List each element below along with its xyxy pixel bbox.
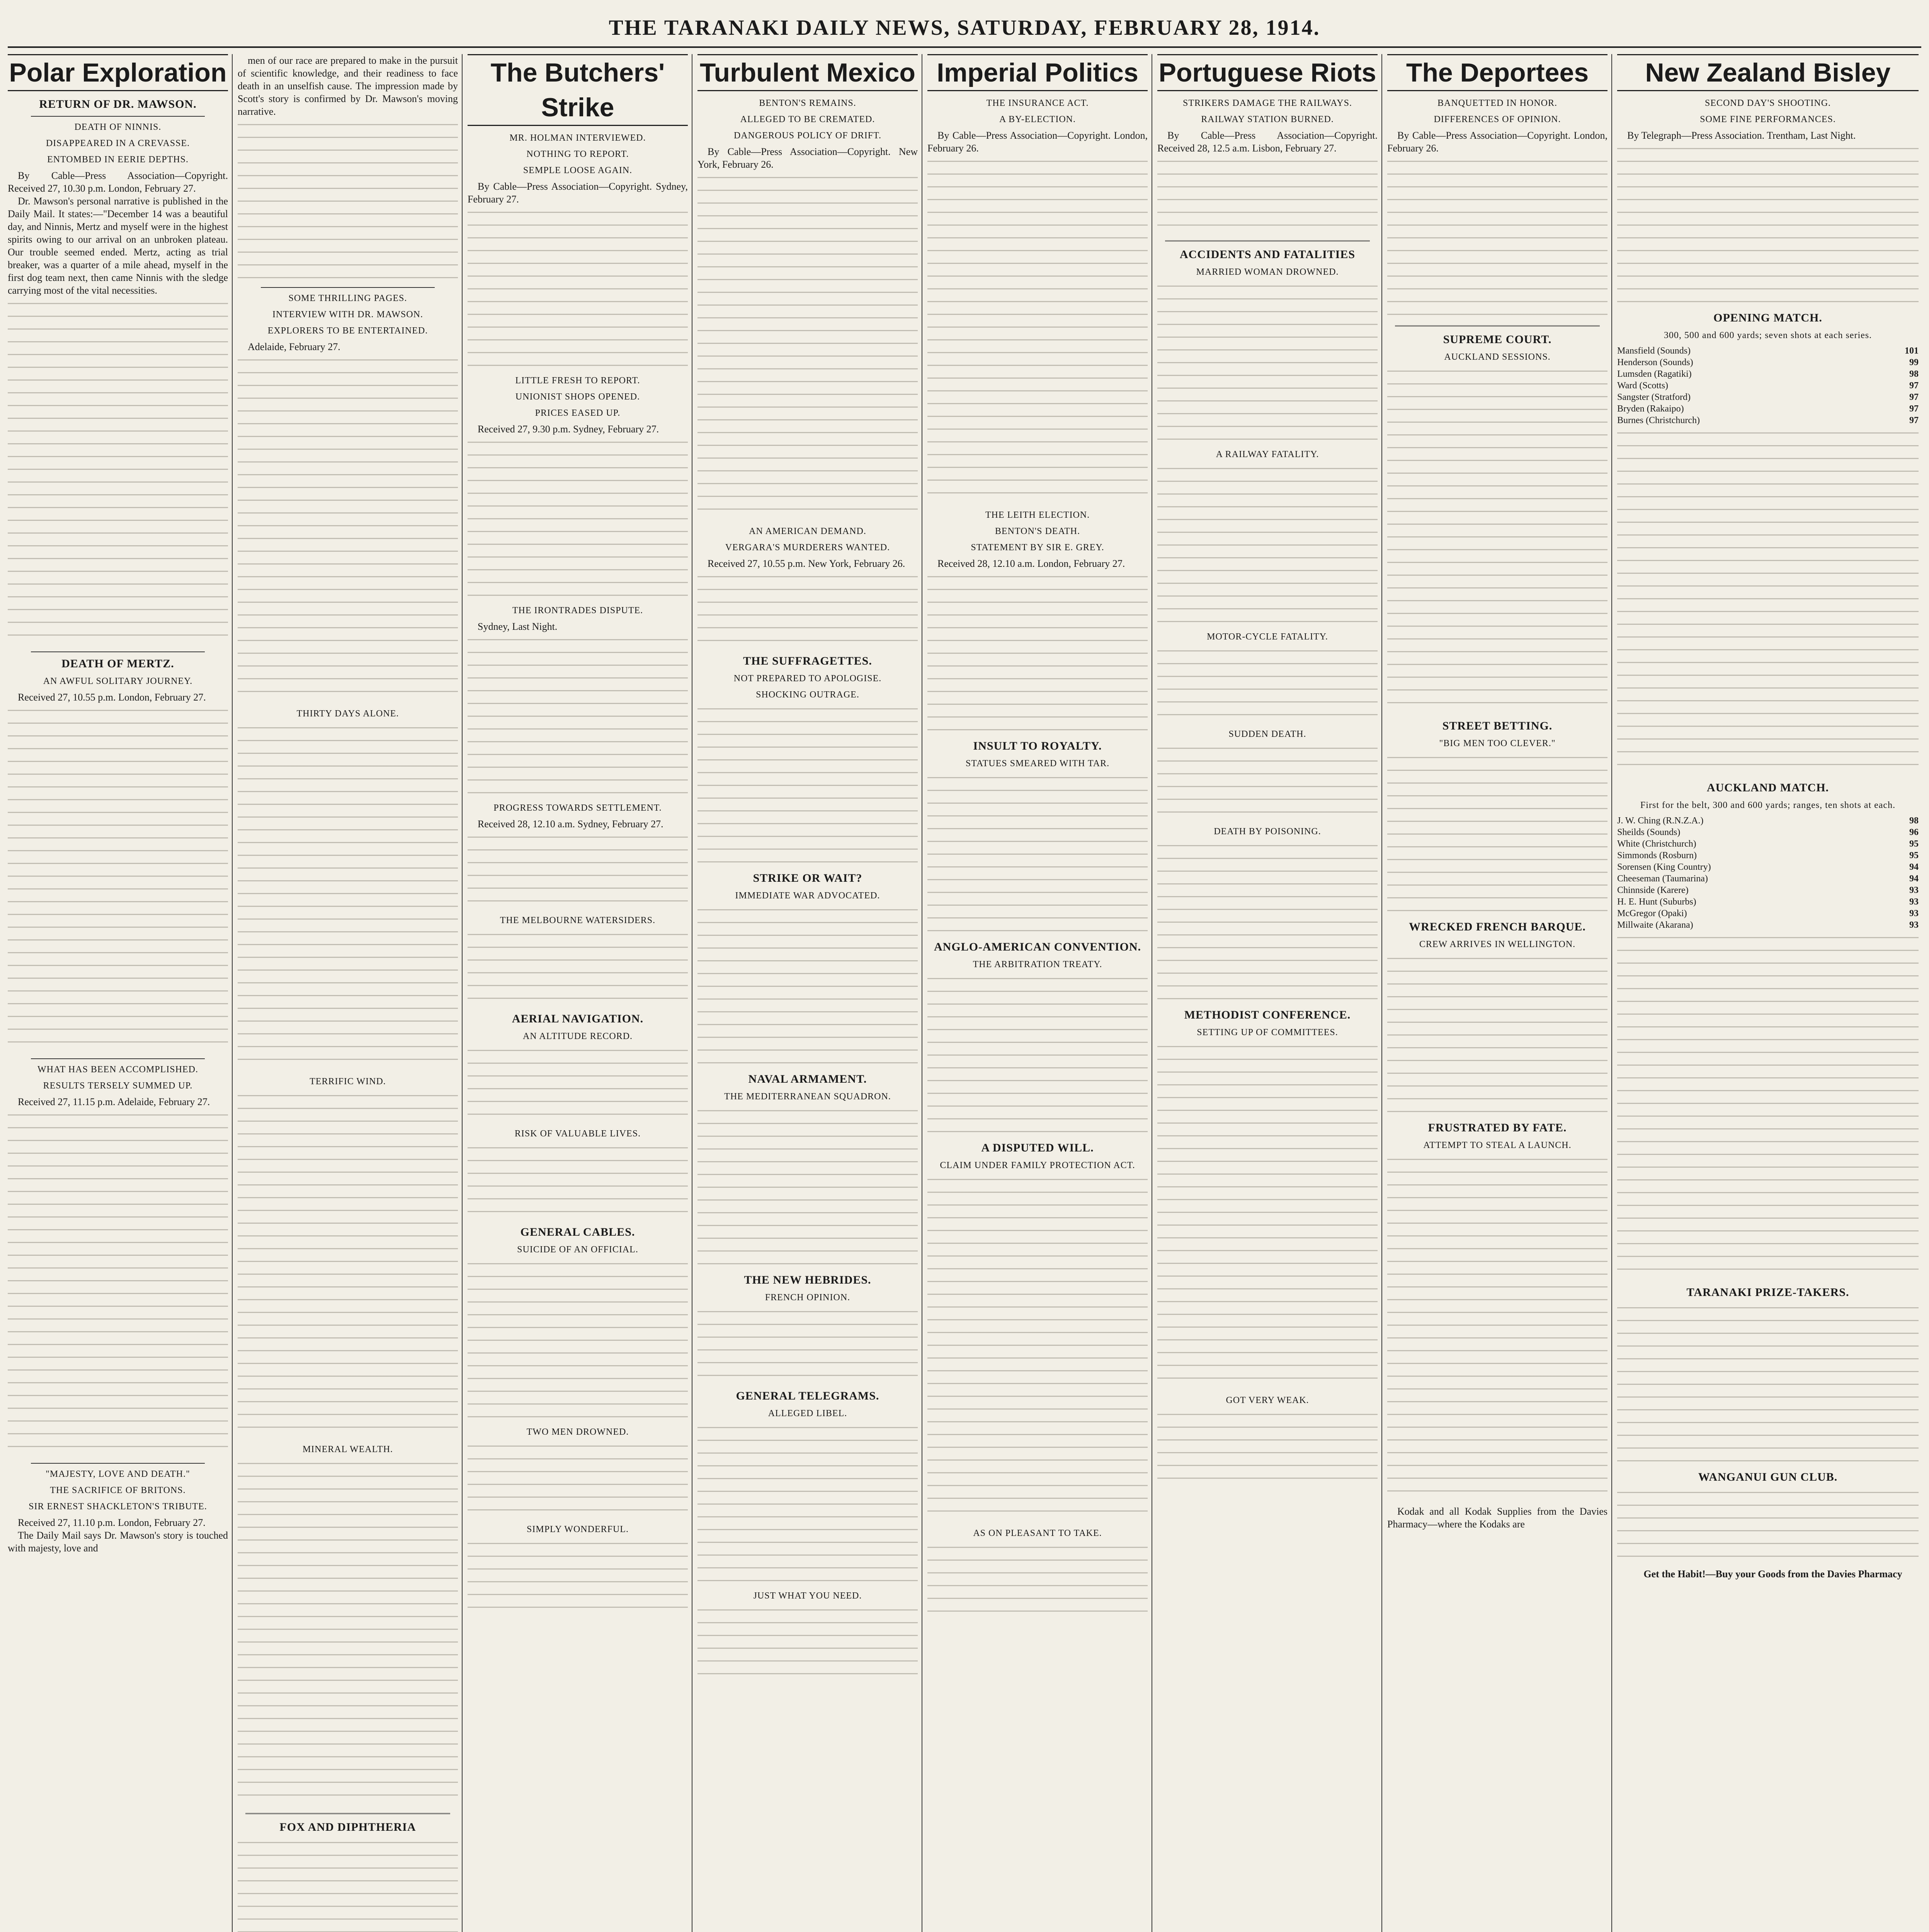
dateline: By Cable—Press Association—Copyright. Received 27, 10.30 p.m. London, February 27. <box>8 170 228 194</box>
article-body <box>8 706 228 1054</box>
subhead: FOX AND DIPHTHERIA <box>279 1821 416 1833</box>
subhead: THE SACRIFICE OF BRITONS. <box>50 1485 186 1495</box>
subhead: DEATH OF NINNIS. <box>74 122 162 132</box>
article-body <box>697 572 918 650</box>
subhead: MINERAL WEALTH. <box>302 1444 393 1454</box>
subhead: SOME FINE PERFORMANCES. <box>1700 114 1836 124</box>
subhead: SUDDEN DEATH. <box>1228 729 1306 739</box>
article-body <box>927 572 1148 735</box>
subhead: SUICIDE OF AN OFFICIAL. <box>517 1245 638 1255</box>
subhead: THE NEW HEBRIDES. <box>744 1274 871 1286</box>
article-body <box>238 120 458 282</box>
score: 93 <box>1909 897 1919 907</box>
subhead: STREET BETTING. <box>1442 719 1553 732</box>
article-body <box>697 1106 918 1269</box>
column-rule <box>462 54 463 1932</box>
article-body <box>927 157 1148 505</box>
dateline: By Cable—Press Association—Copyright. London, February 26. <box>927 130 1148 154</box>
score: 95 <box>1909 850 1919 861</box>
subhead: BANQUETTED IN HONOR. <box>1437 98 1557 108</box>
competitor: Millwaite (Akarana) <box>1617 920 1693 930</box>
score-row <box>1617 838 1919 850</box>
subhead: SIR ERNEST SHACKLETON'S TRIBUTE. <box>29 1502 207 1512</box>
article-body <box>697 1605 918 1683</box>
article-body <box>1157 744 1378 821</box>
subhead: STRIKERS DAMAGE THE RAILWAYS. <box>1183 98 1352 108</box>
subhead: STRIKE OR WAIT? <box>753 872 862 884</box>
article-tail: The Daily Mail says Dr. Mawson's story is touched with majesty, love and <box>8 1530 228 1554</box>
subhead: RISK OF VALUABLE LIVES. <box>514 1129 641 1139</box>
subhead: First for the belt, 300 and 600 yards; ranges, ten shots at each. <box>1640 800 1896 810</box>
article-body <box>468 635 688 798</box>
article-body <box>468 1442 688 1519</box>
headline-butchers-strike: The Butchers' Strike <box>468 54 688 126</box>
subhead: THE ARBITRATION TREATY. <box>973 959 1102 969</box>
headline-turbulent-mexico: Turbulent Mexico <box>697 54 918 91</box>
column-deportees <box>1387 54 1608 1932</box>
subhead: 300, 500 and 600 yards; seven shots at each series. <box>1664 330 1872 340</box>
score: 94 <box>1909 862 1919 872</box>
subhead: SOME THRILLING PAGES. <box>288 293 407 303</box>
subhead: AUCKLAND SESSIONS. <box>1444 352 1551 362</box>
score: 98 <box>1909 369 1919 379</box>
column-rule <box>1611 54 1612 1932</box>
competitor: Cheeseman (Taumarina) <box>1617 874 1708 884</box>
subhead: RETURN OF DR. MAWSON. <box>39 98 197 111</box>
competitor: Burnes (Christchurch) <box>1617 415 1700 425</box>
subhead: DANGEROUS POLICY OF DRIFT. <box>733 131 882 141</box>
article-body <box>1157 282 1378 444</box>
article-lead: men of our race are prepared to make in the pursuit of scientific knowledge, and their readiness to face death in an unselfish cause. The impression made by Scott's story is confirmed by Dr. Mawson's moving narrative. <box>238 55 458 117</box>
subhead: NOT PREPARED TO APOLOGISE. <box>733 673 882 684</box>
score-row <box>1617 850 1919 861</box>
competitor: Bryden (Rakaipo) <box>1617 404 1684 414</box>
score-list-opening-match <box>1617 345 1919 426</box>
article-body <box>8 1111 228 1458</box>
subhead: THE IRONTRADES DISPUTE. <box>512 605 643 616</box>
competitor: J. W. Ching (R.N.Z.A.) <box>1617 816 1704 826</box>
subhead: MOTOR-CYCLE FATALITY. <box>1207 632 1328 642</box>
article-body <box>927 773 1148 935</box>
article-body <box>1617 144 1919 306</box>
article-body <box>697 704 918 867</box>
article-body <box>238 1459 458 1807</box>
advertisement-kodak: Kodak and all Kodak Supplies from the Davies Pharmacy—where the Kodaks are <box>1387 1506 1608 1530</box>
competitor: Chinnside (Karere) <box>1617 885 1689 895</box>
subhead: INTERVIEW WITH DR. MAWSON. <box>272 310 423 320</box>
article-body <box>1157 1410 1378 1487</box>
column-imperial-politics <box>927 54 1148 1932</box>
article-body <box>468 1539 688 1616</box>
masthead: THE TARANAKI DAILY NEWS, SATURDAY, FEBRUARY 28, 1914. <box>609 16 1320 40</box>
subhead: SECOND DAY'S SHOOTING. <box>1704 98 1831 108</box>
subhead: AERIAL NAVIGATION. <box>512 1012 644 1025</box>
score-row <box>1617 380 1919 391</box>
article-body <box>1387 157 1608 319</box>
subhead: MARRIED WOMAN DROWNED. <box>1196 267 1339 277</box>
subhead: FRUSTRATED BY FATE. <box>1428 1121 1567 1134</box>
article-body <box>1387 954 1608 1116</box>
column-turbulent-mexico <box>697 54 918 1932</box>
dateline: Received 28, 12.10 a.m. London, February 27. <box>937 558 1125 569</box>
subhead: THE INSURANCE ACT. <box>986 98 1089 108</box>
score-row <box>1617 345 1919 357</box>
divider <box>245 1813 450 1814</box>
article-body <box>1387 367 1608 714</box>
score: 93 <box>1909 908 1919 918</box>
subhead: TARANAKI PRIZE-TAKERS. <box>1686 1286 1849 1299</box>
dateline: By Cable—Press Association—Copyright. Sydney, February 27. <box>468 181 688 205</box>
dateline: By Cable—Press Association—Copyright. New York, February 26. <box>697 146 918 170</box>
subhead: IMMEDIATE WAR ADVOCATED. <box>735 891 880 901</box>
headline-portuguese-riots: Portuguese Riots <box>1157 54 1378 91</box>
subhead: BENTON'S DEATH. <box>995 526 1080 536</box>
article-body <box>1157 157 1378 234</box>
subhead: AUCKLAND MATCH. <box>1706 781 1829 794</box>
score-row <box>1617 908 1919 919</box>
subhead: WRECKED FRENCH BARQUE. <box>1409 920 1586 933</box>
competitor: McGregor (Opaki) <box>1617 908 1687 918</box>
dateline: Received 27, 9.30 p.m. Sydney, February 27. <box>478 423 659 435</box>
competitor: H. E. Hunt (Suburbs) <box>1617 897 1696 907</box>
competitor: Sorensen (King Country) <box>1617 862 1711 872</box>
subhead: PRICES EASED UP. <box>535 408 621 418</box>
article-body <box>468 1259 688 1422</box>
article-body <box>697 905 918 1068</box>
score: 98 <box>1909 816 1919 826</box>
article-body <box>8 299 228 647</box>
subhead: SETTING UP OF COMMITTEES. <box>1197 1027 1338 1037</box>
subhead: "BIG MEN TOO CLEVER." <box>1439 738 1556 748</box>
subhead: GENERAL TELEGRAMS. <box>736 1389 879 1402</box>
score: 95 <box>1909 839 1919 849</box>
article-body <box>927 1175 1148 1523</box>
subhead: FRENCH OPINION. <box>765 1293 851 1303</box>
article-body <box>1617 1488 1919 1565</box>
dateline: By Telegraph—Press Association. Trentham, Last Night. <box>1627 130 1856 141</box>
article-body <box>238 1091 458 1439</box>
divider <box>31 1463 205 1464</box>
score-row <box>1617 368 1919 380</box>
subhead: A DISPUTED WILL. <box>981 1141 1094 1154</box>
advertisement-davies-pharmacy: Get the Habit!—Buy your Goods from the Davies Pharmacy <box>1643 1568 1902 1580</box>
article-body <box>238 355 458 703</box>
subhead: DISAPPEARED IN A CREVASSE. <box>46 138 190 148</box>
subhead: CLAIM UNDER FAMILY PROTECTION ACT. <box>940 1160 1135 1170</box>
subhead: JUST WHAT YOU NEED. <box>753 1591 862 1601</box>
subhead: PROGRESS TOWARDS SETTLEMENT. <box>493 803 662 813</box>
subhead: EXPLORERS TO BE ENTERTAINED. <box>267 326 428 336</box>
subhead: CREW ARRIVES IN WELLINGTON. <box>1419 939 1576 949</box>
article-body <box>1617 1303 1919 1466</box>
divider <box>1395 325 1600 327</box>
subhead: AN AWFUL SOLITARY JOURNEY. <box>43 676 193 686</box>
subhead: THIRTY DAYS ALONE. <box>296 709 399 719</box>
competitor: Lumsden (Ragatiki) <box>1617 369 1692 379</box>
article-body <box>468 1143 688 1221</box>
column-polar-exploration <box>8 54 228 1932</box>
subhead: GOT VERY WEAK. <box>1226 1395 1309 1405</box>
column-rule <box>232 54 233 1932</box>
subhead: RAILWAY STATION BURNED. <box>1201 114 1334 124</box>
subhead: AS ON PLEASANT TO TAKE. <box>973 1528 1102 1538</box>
subhead: UNIONIST SHOPS OPENED. <box>515 392 640 402</box>
article-body <box>468 833 688 910</box>
column-butchers-strike <box>468 54 688 1932</box>
score: 93 <box>1909 920 1919 930</box>
subhead: DEATH BY POISONING. <box>1214 827 1321 837</box>
dateline: By Cable—Press Association—Copyright. Received 28, 12.5 a.m. Lisbon, February 27. <box>1157 130 1378 154</box>
subhead: WHAT HAS BEEN ACCOMPLISHED. <box>37 1065 198 1075</box>
score-row <box>1617 391 1919 403</box>
dateline: Received 27, 11.10 p.m. London, February 27. <box>18 1517 206 1528</box>
subhead: THE LEITH ELECTION. <box>985 510 1090 520</box>
competitor: Ward (Scotts) <box>1617 381 1669 391</box>
score: 96 <box>1909 827 1919 837</box>
column-rule <box>1381 54 1382 1932</box>
score-row <box>1617 403 1919 415</box>
subhead: NOTHING TO REPORT. <box>526 149 629 159</box>
article-body <box>927 974 1148 1136</box>
subhead: OPENING MATCH. <box>1713 311 1822 324</box>
score-row <box>1617 815 1919 827</box>
score: 97 <box>1909 381 1919 391</box>
article-body <box>1157 646 1378 724</box>
score: 101 <box>1905 346 1919 356</box>
score-row <box>1617 919 1919 931</box>
article-body <box>468 438 688 600</box>
article-body <box>1157 1042 1378 1390</box>
subhead: A RAILWAY FATALITY. <box>1216 449 1319 459</box>
subhead: INSULT TO ROYALTY. <box>973 740 1102 752</box>
divider <box>261 287 435 288</box>
subhead: THE MEDITERRANEAN SQUADRON. <box>724 1092 891 1102</box>
score-row <box>1617 861 1919 873</box>
dateline: Sydney, Last Night. <box>478 621 558 632</box>
article-body <box>697 1307 918 1384</box>
score-row <box>1617 415 1919 426</box>
article-lead: Dr. Mawson's personal narrative is published in the Daily Mail. It states:—"December 14 was a beautiful day, and Ninnis, Mertz and myself were in the highest spirits owing to our arrival on an unbroken plateau. Our trouble seemed ended. Mertz, acting as trial breaker, was a quarter of a mile ahead, myself in the first dog team next, then came Ninnis with the sledge carrying most of the vital necessities. <box>8 196 228 296</box>
article-body <box>238 1838 458 1932</box>
score-row <box>1617 884 1919 896</box>
subhead: A BY-ELECTION. <box>999 114 1076 124</box>
subhead: METHODIST CONFERENCE. <box>1184 1009 1351 1021</box>
column-polar-continued <box>238 54 458 1932</box>
article-body <box>1617 429 1919 776</box>
subhead: ANGLO-AMERICAN CONVENTION. <box>934 940 1141 953</box>
divider <box>31 1058 205 1059</box>
subhead: WANGANUI GUN CLUB. <box>1698 1471 1838 1483</box>
article-body <box>1387 1155 1608 1503</box>
subhead: NAVAL ARMAMENT. <box>748 1073 867 1085</box>
headline-polar-exploration: Polar Exploration <box>8 54 228 91</box>
article-body <box>1157 464 1378 626</box>
masthead-rule <box>8 46 1921 48</box>
score: 99 <box>1909 357 1919 367</box>
article-body <box>1157 841 1378 1003</box>
dateline: By Cable—Press Association—Copyright. London, February 26. <box>1387 130 1608 154</box>
divider <box>1165 240 1370 242</box>
article-body <box>468 1046 688 1123</box>
subhead: RESULTS TERSELY SUMMED UP. <box>43 1081 193 1091</box>
column-nz-bisley <box>1617 54 1919 1932</box>
article-body <box>927 1543 1148 1620</box>
article-body <box>1617 933 1919 1281</box>
article-body <box>468 930 688 1007</box>
subhead: TERRIFIC WIND. <box>310 1077 386 1087</box>
subhead: ATTEMPT TO STEAL A LAUNCH. <box>1423 1140 1572 1150</box>
dateline: Received 27, 10.55 p.m. London, February 27. <box>18 692 206 703</box>
subhead: DIFFERENCES OF OPINION. <box>1434 114 1561 124</box>
dateline: Adelaide, February 27. <box>248 341 340 352</box>
headline-deportees: The Deportees <box>1387 54 1608 91</box>
divider <box>31 116 205 117</box>
subhead: STATEMENT BY SIR E. GREY. <box>971 543 1104 553</box>
subhead: ALLEGED LIBEL. <box>768 1408 847 1418</box>
score: 97 <box>1909 392 1919 402</box>
competitor: White (Christchurch) <box>1617 839 1696 849</box>
competitor: Sangster (Stratford) <box>1617 392 1691 402</box>
score-row <box>1617 827 1919 838</box>
score: 93 <box>1909 885 1919 895</box>
headline-nz-bisley: New Zealand Bisley <box>1617 54 1919 91</box>
score-row <box>1617 873 1919 884</box>
competitor: Henderson (Sounds) <box>1617 357 1693 367</box>
subhead: "MAJESTY, LOVE AND DEATH." <box>46 1469 190 1479</box>
subhead: THE MELBOURNE WATERSIDERS. <box>500 915 656 925</box>
score-row <box>1617 896 1919 908</box>
subhead: DEATH OF MERTZ. <box>61 657 174 670</box>
subhead: BENTON'S REMAINS. <box>759 98 856 108</box>
subhead: THE SUFFRAGETTES. <box>743 655 872 667</box>
subhead: SUPREME COURT. <box>1443 333 1552 346</box>
subhead: SHOCKING OUTRAGE. <box>756 690 859 700</box>
score-list-auckland-match <box>1617 815 1919 931</box>
score-row <box>1617 357 1919 368</box>
article-body <box>1387 753 1608 915</box>
subhead: ALLEGED TO BE CREMATED. <box>740 114 875 124</box>
subhead: ENTOMBED IN EERIE DEPTHS. <box>47 155 189 165</box>
subhead: AN AMERICAN DEMAND. <box>749 526 866 536</box>
dateline: Received 27, 11.15 p.m. Adelaide, February 27. <box>18 1096 210 1107</box>
subhead: VERGARA'S MURDERERS WANTED. <box>725 543 890 553</box>
score: 97 <box>1909 404 1919 414</box>
article-body <box>697 1423 918 1585</box>
competitor: Sheilds (Sounds) <box>1617 827 1681 837</box>
subhead: TWO MEN DROWNED. <box>526 1427 629 1437</box>
score: 97 <box>1909 415 1919 425</box>
subhead: STATUES SMEARED WITH TAR. <box>965 759 1110 769</box>
divider <box>31 651 205 652</box>
subhead: LITTLE FRESH TO REPORT. <box>515 376 640 386</box>
subhead: SEMPLE LOOSE AGAIN. <box>523 165 633 175</box>
subhead: GENERAL CABLES. <box>520 1226 635 1238</box>
article-body <box>468 208 688 370</box>
article-body <box>697 173 918 521</box>
subhead: SIMPLY WONDERFUL. <box>527 1524 629 1534</box>
headline-imperial-politics: Imperial Politics <box>927 54 1148 91</box>
dateline: Received 27, 10.55 p.m. New York, February 26. <box>708 558 905 569</box>
competitor: Simmonds (Rosburn) <box>1617 850 1697 861</box>
dateline: Received 28, 12.10 a.m. Sydney, February 27. <box>478 818 663 830</box>
subhead: ACCIDENTS AND FATALITIES <box>1179 248 1356 261</box>
subhead: MR. HOLMAN INTERVIEWED. <box>509 133 646 143</box>
score: 94 <box>1909 874 1919 884</box>
column-portuguese-riots <box>1157 54 1378 1932</box>
competitor: Mansfield (Sounds) <box>1617 346 1691 356</box>
subhead: AN ALTITUDE RECORD. <box>522 1031 633 1041</box>
article-body <box>238 723 458 1071</box>
